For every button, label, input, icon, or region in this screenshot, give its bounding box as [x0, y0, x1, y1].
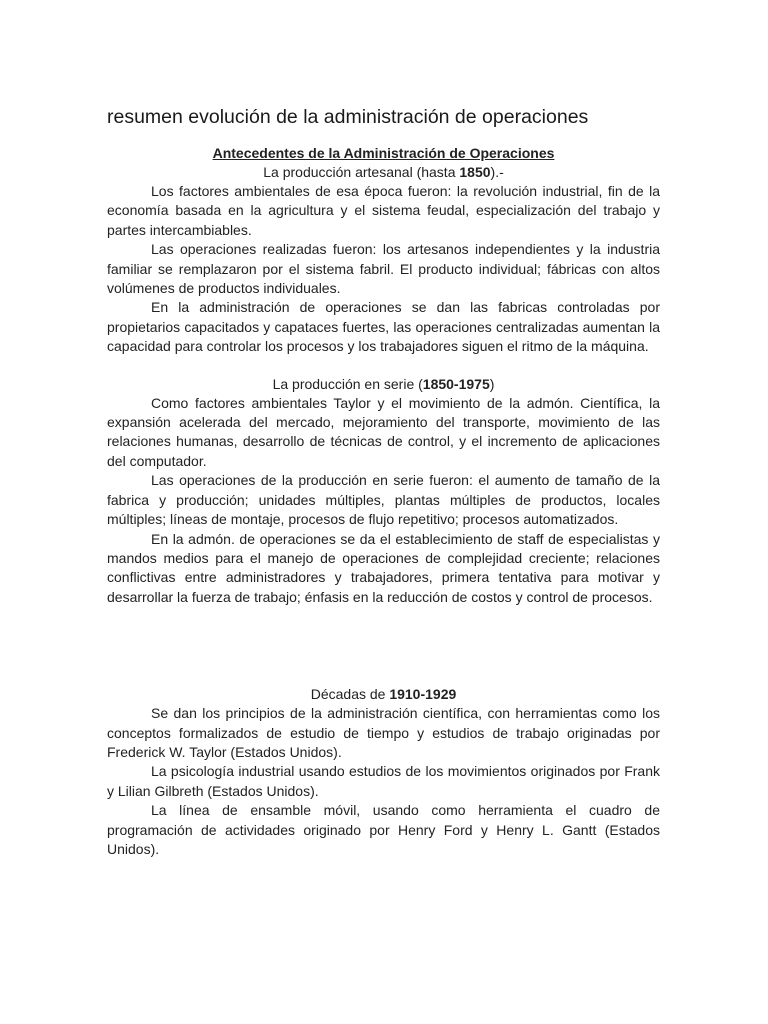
section-heading	[107, 685, 660, 704]
paragraph: La línea de ensamble móvil, usando como herramienta el cuadro de programación de actividades originado por Henry Ford y Henry L. Gantt (Estados Unidos).	[107, 802, 660, 857]
section-heading-prefix: Décadas de	[310, 686, 390, 703]
section-heading-suffix: ).-	[490, 164, 504, 180]
section-heading-prefix: La producción artesanal (hasta	[263, 164, 460, 180]
section-mass-production	[107, 375, 660, 607]
spacer	[107, 357, 660, 375]
document-page	[107, 104, 660, 859]
section-heading-year: 1910-1929	[389, 686, 457, 703]
paragraph: Las operaciones de la producción en serie fueron: el aumento de tamaño de la fabrica y producción; unidades múltiples, plantas múltiples de productos, locales múltiples; líneas de montaje, procesos de flujo repetitivo; procesos automatizados.	[107, 472, 660, 528]
paragraph: Los factores ambientales de esa época fueron: la revolución industrial, fin de la economía basada en la agricultura y el sistema feudal, especialización del trabajo y partes intercambiables.	[107, 183, 660, 238]
section-heading	[107, 163, 660, 182]
paragraph: La psicología industrial usando estudios de los movimientos originados por Frank y Lilian Gilbreth (Estados Unidos).	[107, 763, 660, 799]
section-heading-suffix: )	[489, 375, 495, 392]
section-heading	[107, 375, 660, 394]
section-heading-year: 1850	[459, 164, 491, 180]
document-title: resumen evolución de la administración de operaciones	[107, 106, 589, 128]
paragraph: Se dan los principios de la administración científica, con herramientas como los conceptos formalizados de estudio de tiempo y estudios de trabajo originadas por Frederick W. Taylor (Estados Unidos).	[107, 705, 660, 760]
section-decades-1910-1929	[107, 685, 660, 859]
section-artisan-production	[107, 163, 660, 357]
paragraph: Como factores ambientales Taylor y el movimiento de la admón. Científica, la expansión acelerada del mercado, mejoramiento del transporte, movimiento de las relaciones humanas, desarrollo de técnicas de control, y el incremento de aplicaciones del computador.	[107, 394, 660, 469]
paragraph: Las operaciones realizadas fueron: los artesanos independientes y la industria familiar se remplazaron por el sistema fabril. El producto individual; fábricas con altos volúmenes de productos individuales.	[107, 241, 660, 297]
paragraph: En la admón. de operaciones se da el establecimiento de staff de especialistas y mandos medios para el manejo de operaciones de complejidad creciente; relaciones conflictivas entre administradores y trabajadores, primera tentativa para motivar y desarrollar la fuerza de trabajo; énfasis en la reducción de costos y control de procesos.	[107, 530, 660, 605]
main-heading: Antecedentes de la Administración de Operaciones	[212, 145, 555, 161]
section-heading-prefix: La producción en serie (	[272, 375, 423, 392]
spacer	[107, 607, 660, 685]
section-heading-year: 1850-1975	[422, 375, 490, 392]
paragraph: En la administración de operaciones se dan las fabricas controladas por propietarios capacitados y capataces fuertes, las operaciones centralizadas aumentan la capacidad para controlar los procesos y los trabajadores siguen el ritmo de la máquina.	[107, 299, 660, 355]
